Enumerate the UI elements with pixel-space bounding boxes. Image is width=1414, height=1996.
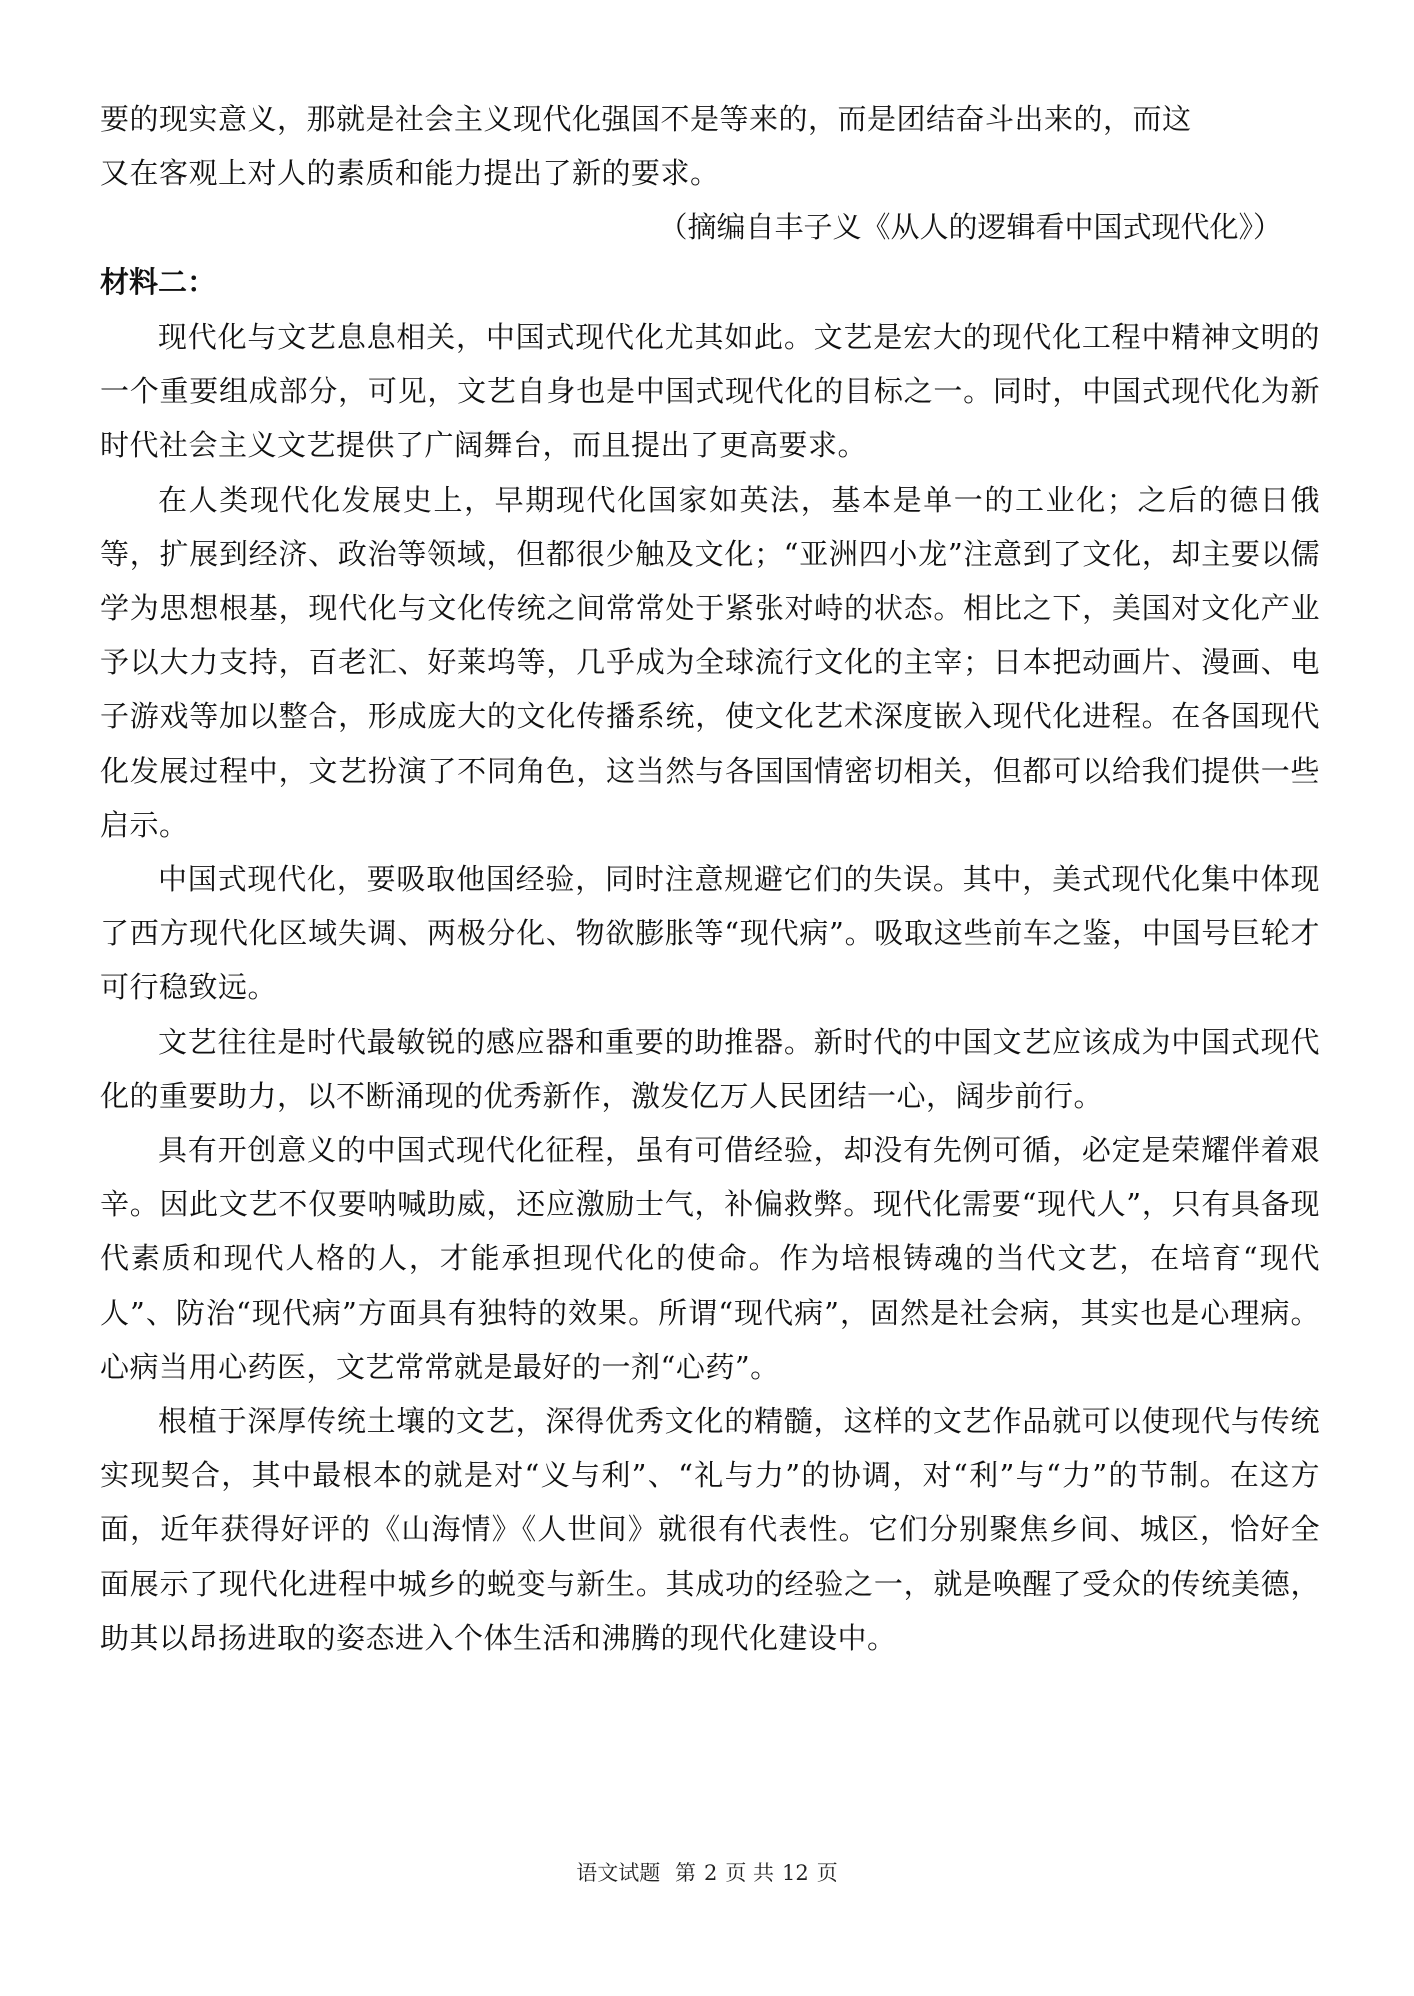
paragraph-1: 现代化与文艺息息相关，中国式现代化尤其如此。文艺是宏大的现代化工程中精神文明的一个重要组成部分，可见，文艺自身也是中国式现代化的目标之一。同时，中国式现代化为新时代社会主义文艺提供了广阔舞台，而且提出了更高要求。 — [100, 320, 1320, 463]
page-content — [100, 92, 1320, 1665]
source-citation: （摘编自丰子义《从人的逻辑看中国式现代化》） — [658, 210, 1282, 244]
footer-page-mid: 页 共 — [725, 1861, 774, 1885]
paragraph-2: 在人类现代化发展史上，早期现代化国家如英法，基本是单一的工业化；之后的德日俄等，扩展到经济、政治等领域，但都很少触及文化；“亚洲四小龙”注意到了文化，却主要以儒学为思想根基，现代化与文化传统之间常常处于紧张对峙的状态。相比之下，美国对文化产业予以大力支持，百老汇、好莱坞等，几乎成为全球流行文化的主宰；日本把动画片、漫画、电子游戏等加以整合，形成庞大的文化传播系统，使文化艺术深度嵌入现代化进程。在各国现代化发展过程中，文艺扮演了不同角色，这当然与各国国情密切相关，但都可以给我们提供一些启示。 — [100, 482, 1320, 842]
intro-line-1: 要的现实意义，那就是社会主义现代化强国不是等来的，而是团结奋斗出来的，而这 — [100, 102, 1192, 136]
paragraph-6: 根植于深厚传统土壤的文艺，深得优秀文化的精髓，这样的文艺作品就可以使现代与传统实现契合，其中最根本的就是对“义与利”、“礼与力”的协调，对“利”与“力”的节制。在这方面，近年获得好评的《山海情》《人世间》就很有代表性。它们分别聚焦乡间、城区，恰好全面展示了现代化进程中城乡的蜕变与新生。其成功的经验之一，就是唤醒了受众的传统美德，助其以昂扬进取的姿态进入个体生活和沸腾的现代化建设中。 — [100, 1404, 1320, 1655]
page-footer — [0, 1857, 1414, 1887]
paragraph-3: 中国式现代化，要吸取他国经验，同时注意规避它们的失误。其中，美式现代化集中体现了西方现代化区域失调、两极分化、物欲膨胀等“现代病”。吸取这些前车之鉴，中国号巨轮才可行稳致远。 — [100, 862, 1320, 1005]
footer-subject: 语文试题 — [576, 1861, 661, 1885]
footer-total-pages: 12 — [782, 1861, 809, 1885]
footer-page-number: 2 — [703, 1861, 718, 1885]
paragraph-4: 文艺往往是时代最敏锐的感应器和重要的助推器。新时代的中国文艺应该成为中国式现代化的重要助力，以不断涌现的优秀新作，激发亿万人民团结一心，阔步前行。 — [100, 1024, 1320, 1113]
material-two-heading: 材料二： — [100, 265, 217, 299]
footer-page-suffix: 页 — [816, 1861, 838, 1885]
paragraph-5: 具有开创意义的中国式现代化征程，虽有可借经验，却没有先例可循，必定是荣耀伴着艰辛。因此文艺不仅要呐喊助威，还应激励士气，补偏救弊。现代化需要“现代人”，只有具备现代素质和现代人格的人，才能承担现代化的使命。作为培根铸魂的当代文艺，在培育“现代人”、防治“现代病”方面具有独特的效果。所谓“现代病”，固然是社会病，其实也是心理病。心病当用心药医，文艺常常就是最好的一剂“心药”。 — [100, 1133, 1320, 1384]
footer-page-prefix: 第 — [674, 1861, 696, 1885]
intro-line-2: 又在客观上对人的素质和能力提出了新的要求。 — [100, 156, 720, 190]
